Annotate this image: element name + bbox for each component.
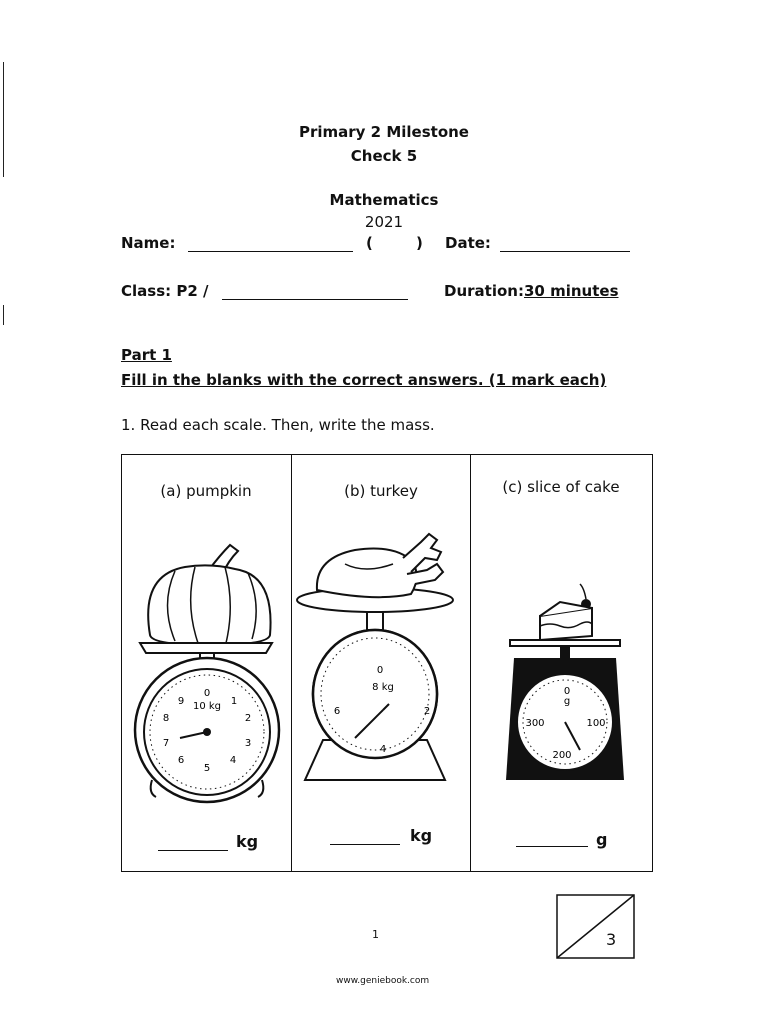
dial-number: 0 [376, 665, 384, 676]
dial-number: 2 [244, 713, 252, 724]
dial-center-label: 10 kg [192, 701, 222, 712]
dial-number: 300 [525, 718, 545, 729]
dial-number: 6 [333, 706, 341, 717]
class-label: Class: P2 / [121, 282, 209, 300]
marks-box [556, 894, 636, 960]
answer-a-field[interactable] [158, 850, 228, 851]
item-a-caption: (a) pumpkin [160, 482, 252, 500]
subject-title: Mathematics [329, 191, 439, 209]
marks-total: 3 [606, 930, 617, 949]
part-title: Part 1 [121, 346, 172, 364]
answer-c-unit: g [596, 830, 608, 849]
item-c-caption: (c) slice of cake [502, 478, 620, 496]
footer-url[interactable]: www.geniebook.com [336, 976, 430, 986]
header-title: Primary 2 Milestone [299, 123, 469, 141]
dial-number: 100 [586, 718, 606, 729]
dial-number: 9 [177, 696, 185, 707]
date-field[interactable] [500, 251, 630, 252]
dial-number: 7 [162, 738, 170, 749]
dial-number: 6 [177, 755, 185, 766]
answer-c-field[interactable] [516, 846, 588, 847]
pumpkin-scale-illustration [130, 535, 290, 805]
dial-number: 1 [230, 696, 238, 707]
scan-edge-line [3, 305, 4, 325]
cake-scale-illustration [500, 580, 630, 785]
register-paren-open: ( [366, 234, 373, 252]
turkey-scale-illustration [295, 528, 467, 788]
duration-value: 30 minutes [524, 282, 619, 300]
page-number: 1 [372, 928, 379, 941]
question-text: 1. Read each scale. Then, write the mass. [121, 416, 435, 434]
dial-number: 0 [563, 686, 571, 697]
header-subtitle: Check 5 [350, 147, 418, 165]
item-b-caption: (b) turkey [344, 482, 418, 500]
answer-b-field[interactable] [330, 844, 400, 845]
name-field[interactable] [188, 251, 353, 252]
answer-a-unit: kg [236, 832, 259, 851]
year: 2021 [364, 213, 404, 231]
dial-number: 5 [203, 763, 211, 774]
dial-center-label: 8 kg [372, 682, 394, 693]
answer-b-unit: kg [410, 826, 433, 845]
dial-center-label: g [563, 696, 571, 707]
dial-number: 4 [229, 755, 237, 766]
table-divider [291, 454, 292, 872]
register-paren-close: ) [416, 234, 423, 252]
class-field[interactable] [222, 299, 408, 300]
dial-number: 0 [203, 688, 211, 699]
dial-number: 3 [244, 738, 252, 749]
register-number-field[interactable] [378, 251, 414, 252]
dial-number: 4 [379, 744, 387, 755]
dial-number: 200 [552, 750, 572, 761]
table-divider [470, 454, 471, 872]
dial-number: 8 [162, 713, 170, 724]
date-label: Date: [445, 234, 491, 252]
part-instruction: Fill in the blanks with the correct answers. (1 mark each) [121, 371, 607, 389]
duration-label: Duration: [444, 282, 524, 300]
dial-number: 2 [423, 706, 431, 717]
name-label: Name: [121, 234, 176, 252]
